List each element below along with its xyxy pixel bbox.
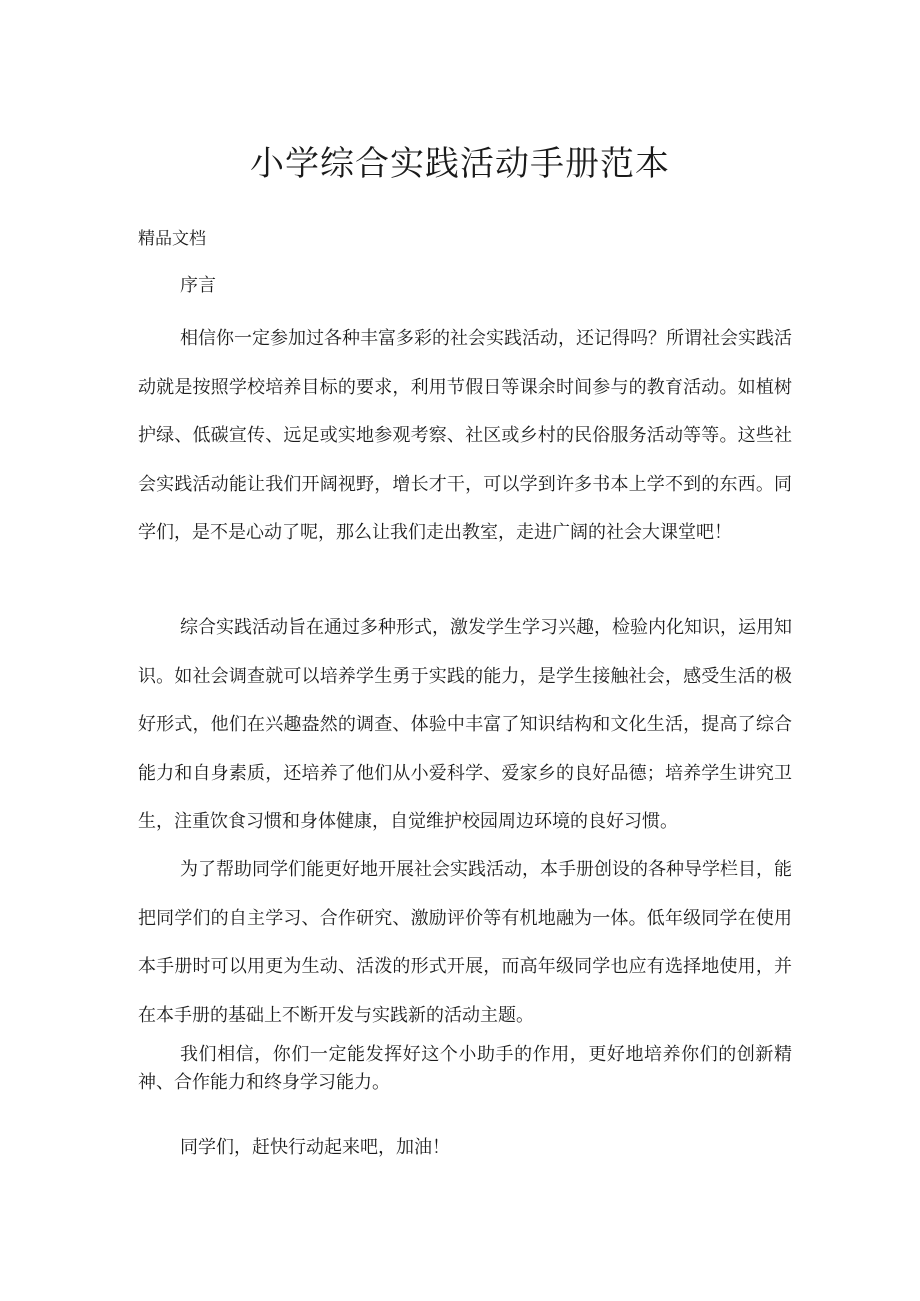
section-heading: 序言: [180, 275, 216, 296]
paragraph-intro: 相信你一定参加过各种丰富多彩的社会实践活动，还记得吗？所谓社会实践活动就是按照学校培养目标的要求，利用节假日等课余时间参与的教育活动。如植树护绿、低碳宣传、远足或实地参观考察、社区或乡村的民俗服务活动等等。这些社会实践活动能让我们开阔视野，增长才干，可以学到许多书本上学不到的东西。同学们，是不是心动了呢，那么让我们走出教室，走进广阔的社会大课堂吧！: [138, 328, 792, 543]
paragraph-handbook: 为了帮助同学们能更好地开展社会实践活动，本手册创设的各种导学栏目，能把同学们的自主学习、合作研究、激励评价等有机地融为一体。低年级同学在使用本手册时可以用更为生动、活泼的形式开展，而高年级同学也应有选择地使用，并在本手册的基础上不断开发与实践新的活动主题。: [138, 859, 792, 1026]
source-label: 精品文档: [138, 229, 206, 249]
document-title: 小学综合实践活动手册范本: [250, 144, 670, 184]
paragraph-closing: 同学们，赶快行动起来吧，加油！: [180, 1137, 450, 1158]
paragraph-purpose: 综合实践活动旨在通过多种形式，激发学生学习兴趣，检验内化知识，运用知识。如社会调查就可以培养学生勇于实践的能力，是学生接触社会，感受生活的极好形式，他们在兴趣盎然的调查、体验中丰富了知识结构和文化生活，提高了综合能力和自身素质，还培养了他们从小爱科学、爱家乡的良好品德；培养学生讲究卫生，注重饮食习惯和身体健康，自觉维护校园周边环境的良好习惯。: [138, 617, 792, 832]
paragraph-belief: 我们相信，你们一定能发挥好这个小助手的作用，更好地培养你们的创新精神、合作能力和终身学习能力。: [138, 1044, 792, 1093]
